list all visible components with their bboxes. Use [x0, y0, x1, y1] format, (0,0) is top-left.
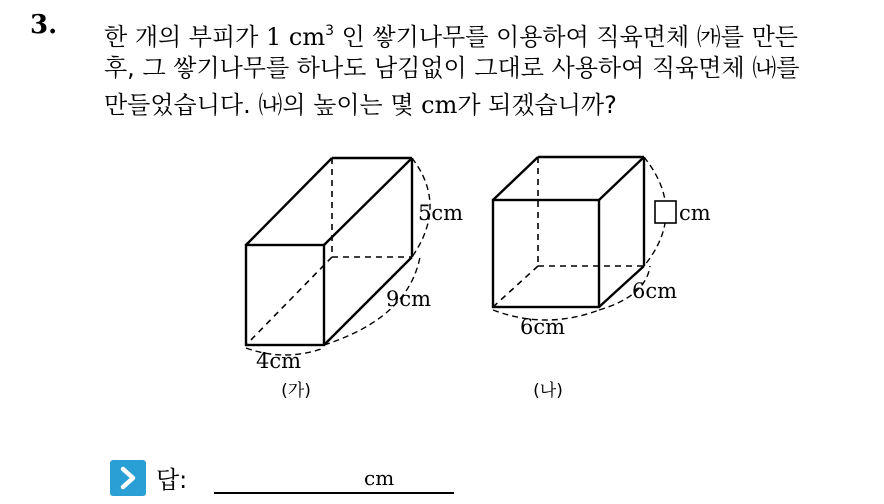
- question-text-segment: 인 쌓기나무를 이용하여 직육면체 ㈎를 만든: [334, 23, 798, 51]
- figure-a-depth-label: 9cm: [386, 287, 432, 311]
- unknown-height-box: [655, 201, 676, 223]
- figure-b-caption: (나): [533, 381, 563, 401]
- figure-b-depth-label: 6cm: [632, 279, 678, 303]
- question-unit: cm: [421, 91, 458, 119]
- figure-a-height-label: 5cm: [418, 201, 464, 225]
- edge: [246, 158, 332, 245]
- question-text-line-2: 후, 그 쌓기나무를 하나도 남김없이 그대로 사용하여 직육면체 ㈏를: [104, 54, 800, 82]
- volume-exponent: 3: [325, 23, 335, 39]
- hidden-edge: [493, 266, 538, 307]
- question-number: 3.: [30, 10, 58, 40]
- figure-b-height-unit: cm: [679, 201, 711, 225]
- figure-a-box: [246, 158, 430, 355]
- answer-unit: cm: [364, 466, 395, 490]
- volume-value: 1 cm: [266, 23, 326, 51]
- edge: [599, 157, 644, 200]
- front-face: [493, 200, 599, 307]
- question-text-segment: 만들었습니다. ㈏의 높이는 몇: [104, 91, 422, 119]
- answer-blank[interactable]: [214, 492, 454, 494]
- edge: [324, 158, 412, 245]
- figure-b-width-label: 6cm: [520, 315, 566, 339]
- chevron-right-icon: [110, 460, 146, 496]
- hidden-edge: [246, 257, 332, 345]
- question-text-segment: 가 되겠습니까?: [457, 91, 617, 119]
- answer-label: 답:: [156, 466, 188, 494]
- edge: [493, 157, 538, 200]
- answer-row: [110, 458, 430, 498]
- question-text-segment: 한 개의 부피가: [104, 23, 266, 51]
- figure-a-caption: (가): [281, 381, 311, 401]
- front-face: [246, 245, 324, 345]
- figure-a-width-label: 4cm: [256, 349, 302, 373]
